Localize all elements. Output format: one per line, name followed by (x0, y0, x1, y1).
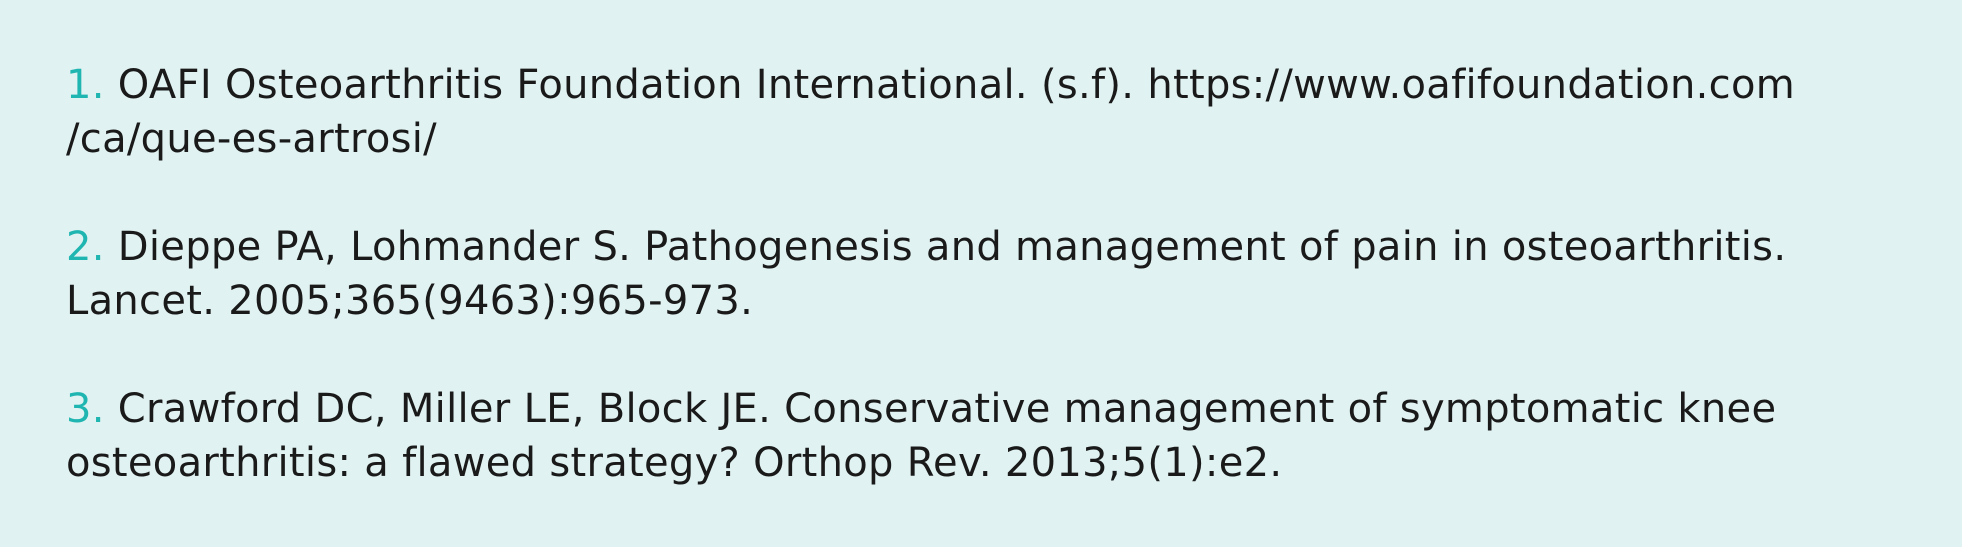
reference-list (66, 58, 1916, 490)
reference-number: 3. (66, 386, 105, 432)
reference-text: OAFI Osteoarthritis Foundation International. (s.f). https://www.oafifoundation.com (117, 62, 1796, 108)
reference-line-2: Lancet. 2005;365(9463):965-973. (66, 278, 754, 324)
reference-item (66, 58, 1916, 166)
reference-line-1 (66, 382, 1916, 436)
reference-line-1 (66, 58, 1916, 112)
reference-item (66, 382, 1916, 490)
reference-number: 1. (66, 62, 105, 108)
reference-line-2: /ca/que-es-artrosi/ (66, 116, 437, 162)
reference-item (66, 220, 1916, 328)
reference-text: Dieppe PA, Lohmander S. Pathogenesis and management of pain in osteoarthritis. (117, 224, 1787, 270)
reference-number: 2. (66, 224, 105, 270)
reference-text: Crawford DC, Miller LE, Block JE. Conservative management of symptomatic knee (117, 386, 1777, 432)
reference-line-1 (66, 220, 1916, 274)
reference-line-2: osteoarthritis: a flawed strategy? Orthop Rev. 2013;5(1):e2. (66, 440, 1283, 486)
